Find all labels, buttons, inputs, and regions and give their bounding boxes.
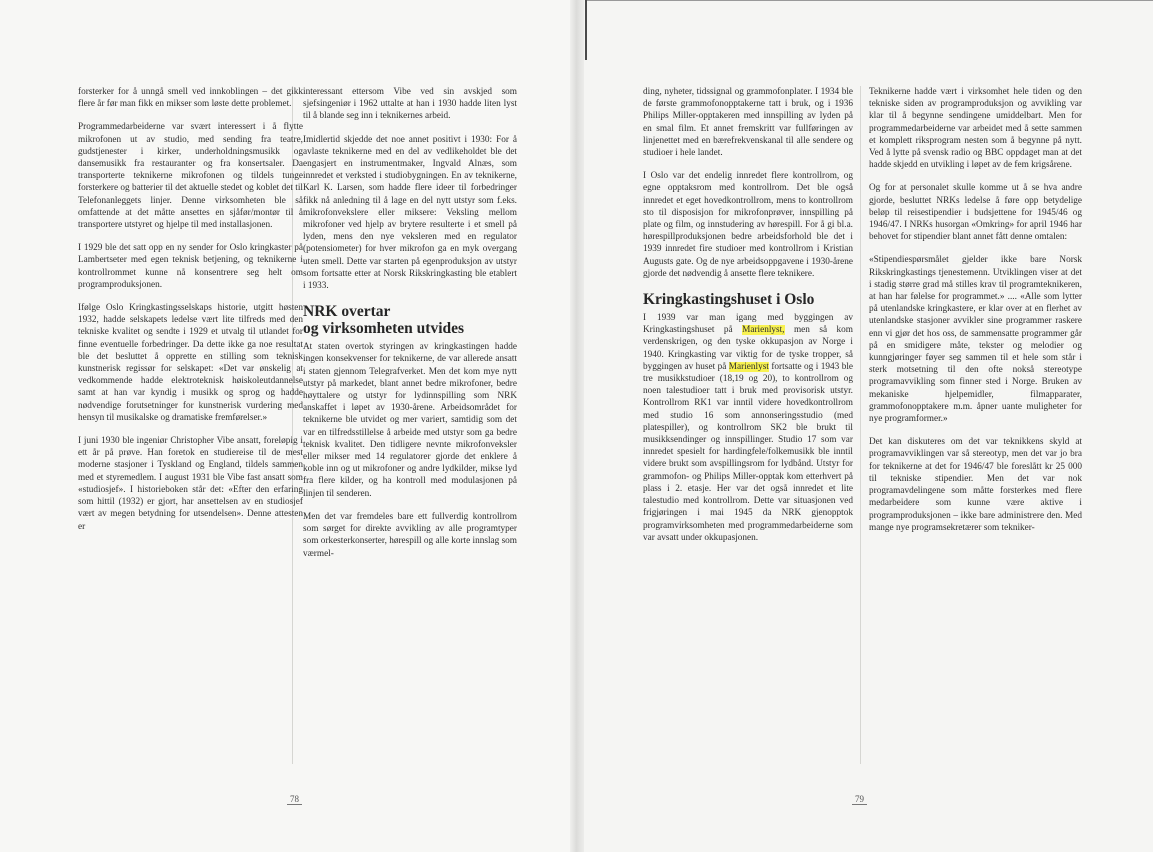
- paragraph: Imidlertid skjedde det noe annet positivt i 1930: For å avlaste teknikerne med en del av vedlikeholdet ble det engasjert en instrumentmaker, Ingvald Alnæs, som innredet et verksted i studiobygningen. En av teknikerne, Karl K. Larsen, som hadde flere ideer til forbedringer fikk nå anledning til å lage en del nytt utstyr som f.eks. mikrofonvekslere eller miksere: Veksling mellom mikrofoner ved hjelp av brytere resulterte i et smell på lyden, mens den nye veksleren med en regulator (potensiometer) for hver mikrofon ga en myk overgang uten smell. Dette var starten på egenproduksjon av utstyr som fortsatte etter at Norsk Rikskringkasting ble etablert i 1933.: [303, 134, 517, 292]
- paragraph: forsterker for å unngå smell ved innkoblingen – det gikk flere år før man fikk en mikser som løste dette problemet.: [78, 87, 303, 110]
- paragraph: Teknikerne hadde vært i virksomhet hele tiden og den tekniske siden av programproduksjon og avvikling var klar til å begynne sendingene umiddelbart. Men for programmedarbeiderne var arbeidet med å sette sammen et komplett riksprogram nesten som å begynne på nytt. Ved å lytte på svensk radio og BBC oppdaget man at det hadde skjedd en utvikling i løpet av de fem krigsårene.: [869, 87, 1082, 171]
- paragraph: I juni 1930 ble ingeniør Christopher Vibe ansatt, foreløpig i ett år på prøve. Han foretok en studiereise til de mest moderne stasjoner i Tyskland og England, tildels sammen med et styremedlem. I august 1931 ble Vibe fast ansatt som «studiosjef». I historieboken står det: «Efter den erfaring som hittil (1932) er gjort, har ansettelsen av en studiosjef vært av megen betydning for utsendelsen». Denne attesten er: [78, 436, 303, 532]
- page-number-text: 78: [287, 794, 302, 805]
- page-number-left: [287, 794, 302, 804]
- paragraph: Men det var fremdeles bare ett fullverdig kontrollrom som sørget for direkte avvikling av alle programtyper som orkesterkonserter, hørespill og alle korte innslag som værmel-: [303, 511, 517, 559]
- text-column-1: [78, 86, 303, 764]
- section-heading-nrk-overtar: [303, 303, 517, 337]
- text-column-3: [643, 86, 853, 764]
- highlighted-text: Marienlyst: [728, 361, 769, 372]
- paragraph: [643, 312, 853, 544]
- section-heading-kringkastingshuset: Kringkastingshuset i Oslo: [643, 291, 815, 309]
- paragraph: Og for at personalet skulle komme ut å se hva andre gjorde, besluttet NRKs ledelse å føre opp betydelige beløp til reisestipendier i budsjettene for 1945/46 og 1946/47. I NRKs husorgan «Omkring» for april 1946 har behovet for stipendier blant annet fått denne omtalen:: [869, 183, 1082, 243]
- paragraph: ding, nyheter, tidssignal og grammofonplater. I 1934 ble de første grammofonopptakerne tatt i bruk, og i 1936 Philips Miller-opptakeren med innspilling av lyden på en smal film. Et annet fremskritt var fullføringen av linjenettet med en bærefrekvenskanal til alle sendere og studioer i hele landet.: [643, 87, 853, 159]
- paragraph: «Stipendiespørsmålet gjelder ikke bare Norsk Rikskringkastings tjenestemenn. Utviklingen viser at det i stadig større grad må stilles krav til programteknikeren, at han har følelse for programmet.» .... «Alle som lytter på utenlandske kringkastere, er klar over at en flerhet av utenlandske stasjoner avvikler sine programmer raskere enn vi gjør det hos oss, de sammensatte programmer går på en smidigere måte, tekster og melodier og kunngjøringer føyer seg sammen til et hele som står i sterk motsetning til den ofte nokså stereotype programavvikling som finner sted i Norge. Bruken av mekaniske hjelpemidler, filmapparater, grammofonopptakere m.m. åpner uante muligheter for nye programformer.»: [869, 255, 1082, 425]
- heading-line-2: og virksomheten utvides: [303, 320, 465, 338]
- column-rule-right: [860, 86, 861, 764]
- text-run: men så kom verdenskrigen, og den tyske okkupasjon av Norge i 1940. Kringkasting var viktig for de tyske tropper, så byggingen av huset på: [643, 325, 853, 372]
- paragraph: Det kan diskuteres om det var teknikkens skyld at programavviklingen var så stereotyp, men det var jo bra for teknikerne at det for 1946/47 ble foreslått kr 25 000 til tekniske stipendier. Men det var nok programavdelingene som måtte forsterkes med flere medarbeidere som kunne være aktive i programproduksjonen – ikke bare administrere den. Med mange nye programsekretærer som tekniker-: [869, 437, 1082, 533]
- scan-top-edge: [587, 0, 1153, 1]
- text-column-2: [303, 86, 517, 764]
- paragraph: I Oslo var det endelig innredet flere kontrollrom, og egne opptaksrom med kontrollrom. Det ble også innredet et eget hovedkontrollrom, mens to kontrollrom sto til disposisjon for mikrofonprøver, innspilling på plate og film, og innstudering av hørespill. For å gi bl.a. hørespillproduksjonen bedre arbeidsforhold ble det i 1939 innredet fire studioer med kontrollrom i Kristian Augusts gate. Og de nye arbeidsoppgavene i 1930-årene gjorde det nødvendig å ansette flere teknikere.: [643, 171, 853, 279]
- paragraph: Programmedarbeiderne var svært interessert i å flytte mikrofonen ut av studio, med sending fra teatre, gudstjenester i kirker, underholdningsmusikk og dansemusikk fra restauranter og fra konsertsaler. Da transporterte teknikerne mikrofonen og tildels tunge forsterkere og batterier til det aktuelle stedet og koblet det til Telefonanleggets linjer. Denne virksomheten ble så omfattende at det måtte ansettes en sjåfør/montør til å transportere utstyret og hjelpe til med installasjonen.: [78, 122, 303, 231]
- text-run: fortsatte og i 1943 ble tre musikkstudioer (18,19 og 20), to kontrollrom og noen talestudioer tatt i bruk med provisorisk utstyr. Kontrollrom RK1 var inntil videre hovedkontrollrom med studio 16 som annonseringsstudio (med platespiller), og kontrollrom SK2 ble brukt til musikksendinger og innspillinger. Studio 17 som var innredet spesielt for hardingfele/folkemusikk ble inntil videre brukt som avspillingsrom for lydbånd. Utstyr for grammofon- og Philips Miller-opptak kom etterhvert på plass i 2. etasje. Her var det også innredet et lite talestudio med kontrollrom. Dette var situasjonen ved frigjøringen i mai 1945 da NRK gjenopptok programvirksomheten med programmedarbeiderne som var avsatt under okkupasjonen.: [643, 361, 853, 543]
- paragraph: At staten overtok styringen av kringkastingen hadde ingen konsekvenser for teknikerne, de var allerede ansatt i staten gjennom Telegrafverket. Men det kom mye nytt utstyr på markedet, blant annet bedre mikrofoner, bedre høyttalere og utstyr for lydinnspilling som NRK anskaffet i løpet av 1930-årene. Arbeidsområdet for teknikerne ble utvidet og mer variert, samtidig som det var en tilfredsstillelse å arbeide med utstyr som ga bedre teknisk kvalitet. Den tidligere nevnte mikrofonveksler eller mikser med 14 regulatorer gjorde det enklere å koble inn og ut mikrofoner og andre lydkilder, mikse lyd fra flere kilder, og ha kontroll med modulasjonen på linjen til senderen.: [303, 342, 517, 499]
- paragraph: interessant ettersom Vibe ved sin avskjed som sjefsingeniør i 1962 uttalte at han i 1930 hadde liten lyst til å blande seg inn i teknikernes arbeid.: [303, 87, 517, 122]
- paragraph: Ifølge Oslo Kringkastingsselskaps historie, utgitt høsten 1932, hadde selskapets ledelse vært lite tilfreds med den tekniske kvalitet og sendte i 1929 et utvalg til utlandet for finne eventuelle forbedringer. Da dette ikke ga noe resultat ble det besluttet å opprette en stilling som teknisk kunstnerisk regissør for selskapet: «Det var ønskelig at vedkommende hadde elektroteknisk høiskoleutdannelse samt at han var kyndig i musikk og sprog og hadde nødvendige forutsetninger for kunstnerisk vurdering med hensyn til musikalske og dramatiske fremførelser.»: [78, 303, 303, 423]
- book-spine: [570, 0, 584, 852]
- heading-line-1: NRK overtar: [303, 303, 391, 321]
- page-number-right: [852, 794, 867, 804]
- paragraph: I 1929 ble det satt opp en ny sender for Oslo kringkaster på Lambertseter med egen teknisk betjening, og teknikerne i kontrollrommet kunne nå konsentrere seg helt om programproduksjonen.: [78, 243, 303, 290]
- highlighted-text: Marienlyst,: [742, 325, 785, 336]
- text-run: I 1939 var man igang med byggingen av Kringkastingshuset på: [643, 313, 853, 336]
- scan-edge-mark: [585, 0, 587, 60]
- text-column-4: [869, 86, 1082, 764]
- page-number-text: 79: [852, 794, 867, 805]
